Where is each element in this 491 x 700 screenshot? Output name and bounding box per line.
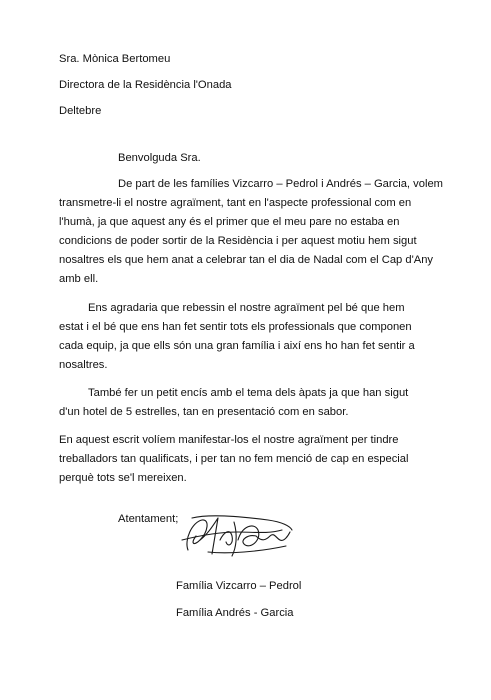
paragraph-line: Ens agradaria que rebessin el nostre agraïment pel bé que hem bbox=[88, 302, 405, 314]
recipient-position: Directora de la Residència l'Onada bbox=[59, 79, 232, 91]
signer-family-andres: Família Andrés - Garcia bbox=[176, 607, 294, 619]
paragraph-line: estat i el bé que ens han fet sentir tots els professionals que componen bbox=[59, 321, 412, 333]
recipient-name: Sra. Mònica Bertomeu bbox=[59, 53, 171, 65]
paragraph-line: perquè tots se'l mereixen. bbox=[59, 472, 187, 484]
paragraph-line: cada equip, ja que ells són una gran família i així ens ho han fet sentir a bbox=[59, 340, 415, 352]
recipient-city: Deltebre bbox=[59, 105, 102, 117]
paragraph-line: l'humà, ja que aquest any és el primer que el meu pare no estaba en bbox=[59, 216, 400, 228]
paragraph-line: En aquest escrit volíem manifestar-los el nostre agraïment per tindre bbox=[59, 434, 399, 446]
paragraph-line: De part de les famílies Vizcarro – Pedrol i Andrés – Garcia, volem bbox=[118, 178, 443, 190]
paragraph-line: nosaltres. bbox=[59, 359, 108, 371]
paragraph-line: treballadors tan qualificats, i per tan no fem menció de cap en especial bbox=[59, 453, 409, 465]
paragraph-line: També fer un petit encís amb el tema dels àpats ja que han sigut bbox=[88, 387, 409, 399]
paragraph-line: transmetre-li el nostre agraïment, tant en l'aspecte professional com en bbox=[59, 197, 412, 209]
paragraph-line: amb ell. bbox=[59, 273, 99, 285]
paragraph-line: nosaltres els que hem anat a celebrar tan el dia de Nadal com el Cap d'Any bbox=[59, 254, 434, 266]
salutation: Benvolguda Sra. bbox=[118, 152, 201, 164]
paragraph-line: condicions de poder sortir de la Residència i per aquest motiu hem sigut bbox=[59, 235, 417, 247]
paragraph-line: d'un hotel de 5 estrelles, tan en presentació com en sabor. bbox=[59, 406, 349, 418]
signer-family-vizcarro: Família Vizcarro – Pedrol bbox=[176, 580, 302, 592]
closing: Atentament; bbox=[118, 513, 179, 525]
handwritten-signature bbox=[178, 510, 296, 560]
